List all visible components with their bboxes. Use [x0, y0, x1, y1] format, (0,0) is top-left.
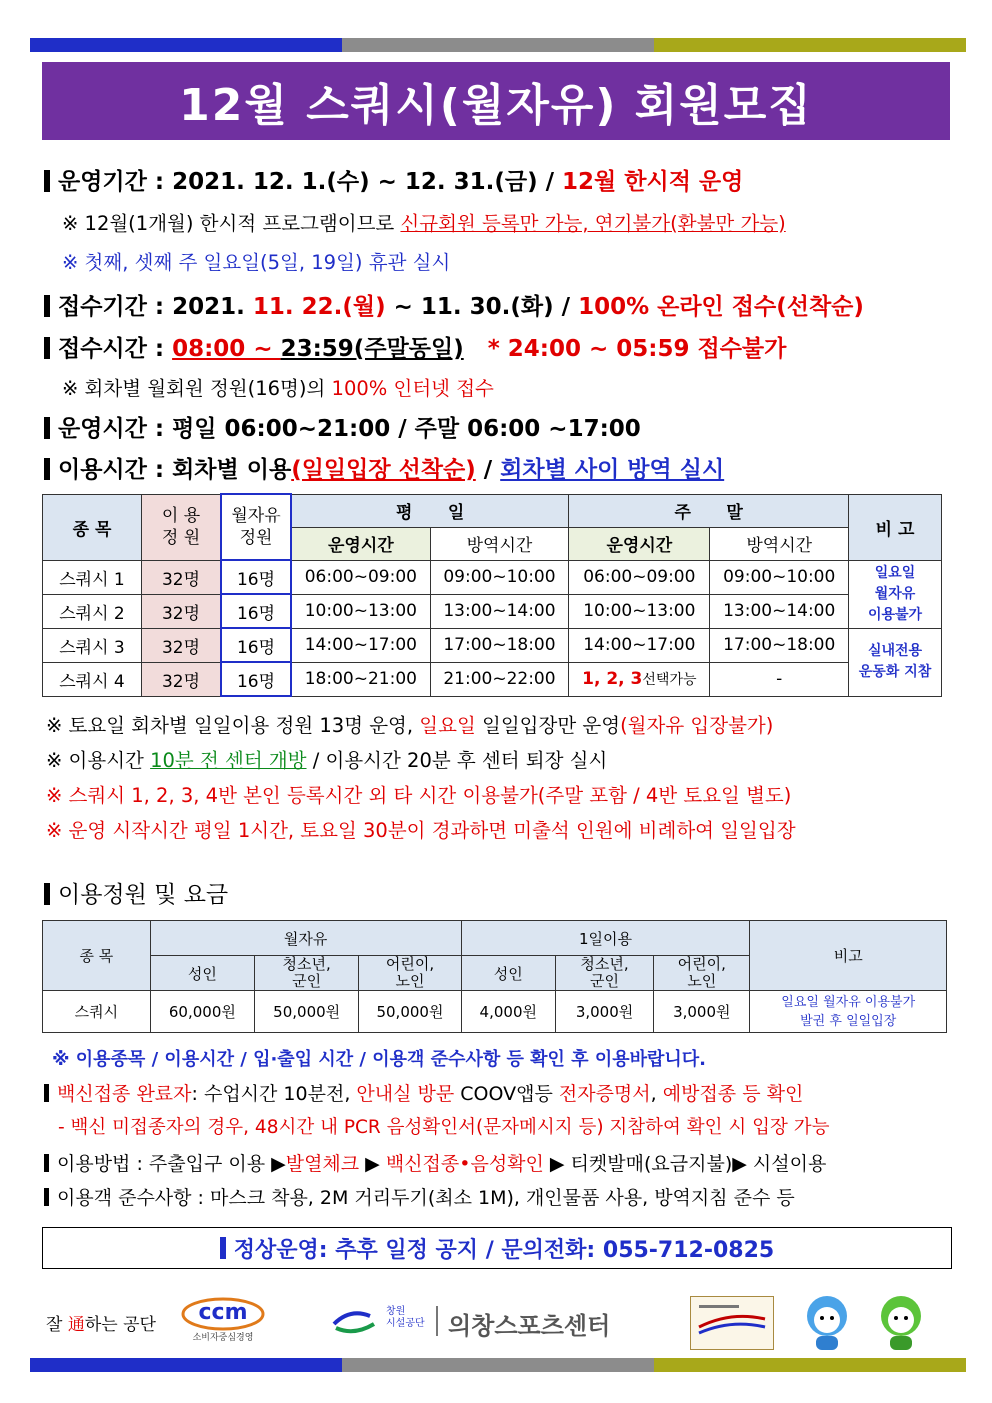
row-we-op: 14:00~17:00	[569, 628, 710, 662]
fee-note: 일요일 월자유 이용불가 발권 후 일일입장	[750, 991, 947, 1033]
usage-hours: 이용시간 : 회차별 이용(일일입장 선착순) / 회차별 사이 방역 실시	[44, 451, 724, 484]
row-we-dis: 09:00~10:00	[710, 560, 849, 594]
row-name: 스쿼시 3	[43, 628, 142, 662]
row-wd-dis: 17:00~18:00	[430, 628, 569, 662]
registration-time: 접수시간 : 08:00 ~ 23:59(주말동일) * 24:00 ~ 05:59 접수불가	[44, 330, 786, 363]
fee-header-monthly: 월자유	[150, 921, 461, 956]
center-name: 의창스포츠센터	[448, 1312, 611, 1340]
fee-heading: 이용정원 및 요금	[44, 876, 228, 909]
mascot-blue-icon	[792, 1290, 862, 1354]
row-capacity: 32명	[142, 560, 222, 594]
page-title: 12월 스쿼시(월자유) 회원모집	[42, 62, 950, 140]
bottom-notice: ※ 이용종목 / 이용시간 / 입·출입 시간 / 이용객 준수사항 등 확인 후 이용바랍니다.	[52, 1049, 706, 1070]
header-weekday-dis: 방역시간	[430, 527, 569, 560]
fee-daily-child: 3,000원	[654, 991, 750, 1033]
notice-internet: ※ 회차별 월회원 정원(16명)의 100% 인터넷 접수	[62, 377, 494, 400]
rule-daily-entry: ※ 운영 시작시간 평일 1시간, 토요일 30분이 경과하면 미출석 인원에 비례하여 일일입장	[46, 819, 796, 842]
bullet-bar-icon	[44, 883, 50, 905]
vaccinated-info: 백신접종 완료자: 수업시간 10분전, 안내실 방문 COOV앱등 전자증명서, 예방접종 등 확인	[44, 1079, 803, 1106]
fee-monthly-child: 50,000원	[359, 991, 461, 1033]
rule-registered-time: ※ 스쿼시 1, 2, 3, 4반 본인 등록시간 외 타 시간 이용불가(주말 포함 / 4반 토요일 별도)	[46, 784, 792, 807]
unvaccinated-info: - 백신 미접종자의 경우, 48시간 내 PCR 음성확인서(문자메시지 등) 지참하여 확인 시 입장 가능	[58, 1117, 830, 1138]
top-color-band	[30, 38, 966, 52]
row-wd-op: 06:00~09:00	[291, 560, 430, 594]
header-weekday-op: 운영시간	[291, 527, 430, 560]
header-item: 종 목	[43, 494, 142, 560]
rule-open-close: ※ 이용시간 10분 전 센터 개방 / 이용시간 20분 후 센터 퇴장 실시	[46, 749, 608, 772]
header-weekend-dis: 방역시간	[710, 527, 849, 560]
header-weekend-op: 운영시간	[569, 527, 710, 560]
fee-monthly-adult: 60,000원	[150, 991, 254, 1033]
operating-hours: 운영시간 : 평일 06:00~21:00 / 주말 06:00 ~17:00	[44, 410, 641, 443]
row-capacity: 32명	[142, 662, 222, 696]
bullet-bar-icon	[220, 1237, 226, 1259]
bullet-bar-icon	[44, 1188, 49, 1206]
slogan: 잘 通하는 공단	[46, 1315, 156, 1335]
row-free: 16명	[221, 594, 291, 628]
bullet-bar-icon	[44, 170, 50, 192]
row-wd-dis: 09:00~10:00	[430, 560, 569, 594]
fee-header-youth: 청소년, 군인	[555, 956, 653, 991]
row-we-op: 10:00~13:00	[569, 594, 710, 628]
bottom-color-band	[30, 1358, 966, 1372]
fee-header-youth: 청소년, 군인	[255, 956, 359, 991]
header-weekend: 주 말	[569, 494, 849, 527]
row-capacity: 32명	[142, 628, 222, 662]
bullet-bar-icon	[44, 458, 50, 480]
header-weekday: 평 일	[291, 494, 569, 527]
row-wd-dis: 13:00~14:00	[430, 594, 569, 628]
mascot-green-icon	[866, 1290, 936, 1354]
certificate-icon	[690, 1296, 774, 1350]
note-sunday: 일요일 월자유 이용불가	[849, 560, 942, 628]
header-capacity: 이 용 정 원	[142, 494, 222, 560]
fee-header-adult: 성인	[461, 956, 555, 991]
rule-saturday: ※ 토요일 회차별 일일이용 정원 13명 운영, 일요일 일일입장만 운영(월자유 입장불가)	[46, 714, 774, 737]
bullet-bar-icon	[44, 295, 50, 317]
row-free: 16명	[221, 628, 291, 662]
row-we-dis: 13:00~14:00	[710, 594, 849, 628]
fee-header-adult: 성인	[150, 956, 254, 991]
registration-period: 접수기간 : 2021. 11. 22.(월) ~ 11. 30.(화) / 100% 온라인 접수(선착순)	[44, 288, 864, 321]
row-free: 16명	[221, 560, 291, 594]
org-name: 창원 시설공단	[386, 1306, 425, 1329]
table-row	[43, 560, 942, 594]
row-name: 스쿼시 1	[43, 560, 142, 594]
operation-period: 운영기간 : 2021. 12. 1.(수) ~ 12. 31.(금) / 12월 한시적 운영	[44, 163, 743, 196]
row-name: 스쿼시 4	[43, 662, 142, 696]
bullet-bar-icon	[44, 1084, 49, 1102]
schedule-table	[42, 493, 942, 697]
row-wd-op: 14:00~17:00	[291, 628, 430, 662]
fee-header-daily: 1일이용	[461, 921, 750, 956]
row-capacity: 32명	[142, 594, 222, 628]
fee-daily-youth: 3,000원	[555, 991, 653, 1033]
fee-daily-adult: 4,000원	[461, 991, 555, 1033]
row-name: 스쿼시 2	[43, 594, 142, 628]
fee-header-item: 종 목	[43, 921, 151, 991]
row-wd-dis: 21:00~22:00	[430, 662, 569, 696]
fee-monthly-youth: 50,000원	[255, 991, 359, 1033]
row-wd-op: 18:00~21:00	[291, 662, 430, 696]
bullet-bar-icon	[44, 337, 50, 359]
row-wd-op: 10:00~13:00	[291, 594, 430, 628]
user-rules: 이용객 준수사항 : 마스크 착용, 2M 거리두기(최소 1M), 개인물품 사용, 방역지침 준수 등	[44, 1183, 795, 1210]
fee-header-child: 어린이, 노인	[654, 956, 750, 991]
row-we-dis: -	[710, 662, 849, 696]
fee-row-name: 스쿼시	[43, 991, 151, 1033]
table-row	[43, 594, 942, 628]
bullet-bar-icon	[44, 417, 50, 439]
row-we-op: 06:00~09:00	[569, 560, 710, 594]
header-note: 비 고	[849, 494, 942, 560]
row-we-dis: 17:00~18:00	[710, 628, 849, 662]
contact-box: 정상운영: 추후 일정 공지 / 문의전화: 055-712-0825	[42, 1227, 952, 1269]
notice-closure: ※ 첫째, 셋째 주 일요일(5일, 19일) 휴관 실시	[62, 251, 451, 274]
notice-one-month: ※ 12월(1개월) 한시적 프로그램이므로 신규회원 등록만 가능, 연기불가(환불만 가능)	[62, 212, 786, 235]
divider	[436, 1306, 438, 1336]
org-logo-icon	[330, 1306, 390, 1336]
usage-method: 이용방법 : 주출입구 이용 ▶발열체크 ▶ 백신접종•음성확인 ▶ 티켓발매(요금지불)▶ 시설이용	[44, 1149, 826, 1176]
fee-table	[42, 920, 947, 1033]
header-free-capacity: 월자유 정원	[221, 494, 291, 560]
fee-header-note: 비고	[750, 921, 947, 991]
table-row	[43, 991, 947, 1033]
table-row	[43, 662, 942, 696]
ccm-logo: ccm 소비자중심경영	[178, 1296, 268, 1346]
table-row	[43, 628, 942, 662]
row-free: 16명	[221, 662, 291, 696]
footer-logos	[30, 1290, 966, 1350]
note-shoes: 실내전용 운동화 지참	[849, 628, 942, 696]
bullet-bar-icon	[44, 1154, 49, 1172]
fee-header-child: 어린이, 노인	[359, 956, 461, 991]
row-we-op: 1, 2, 3선택가능	[569, 662, 710, 696]
